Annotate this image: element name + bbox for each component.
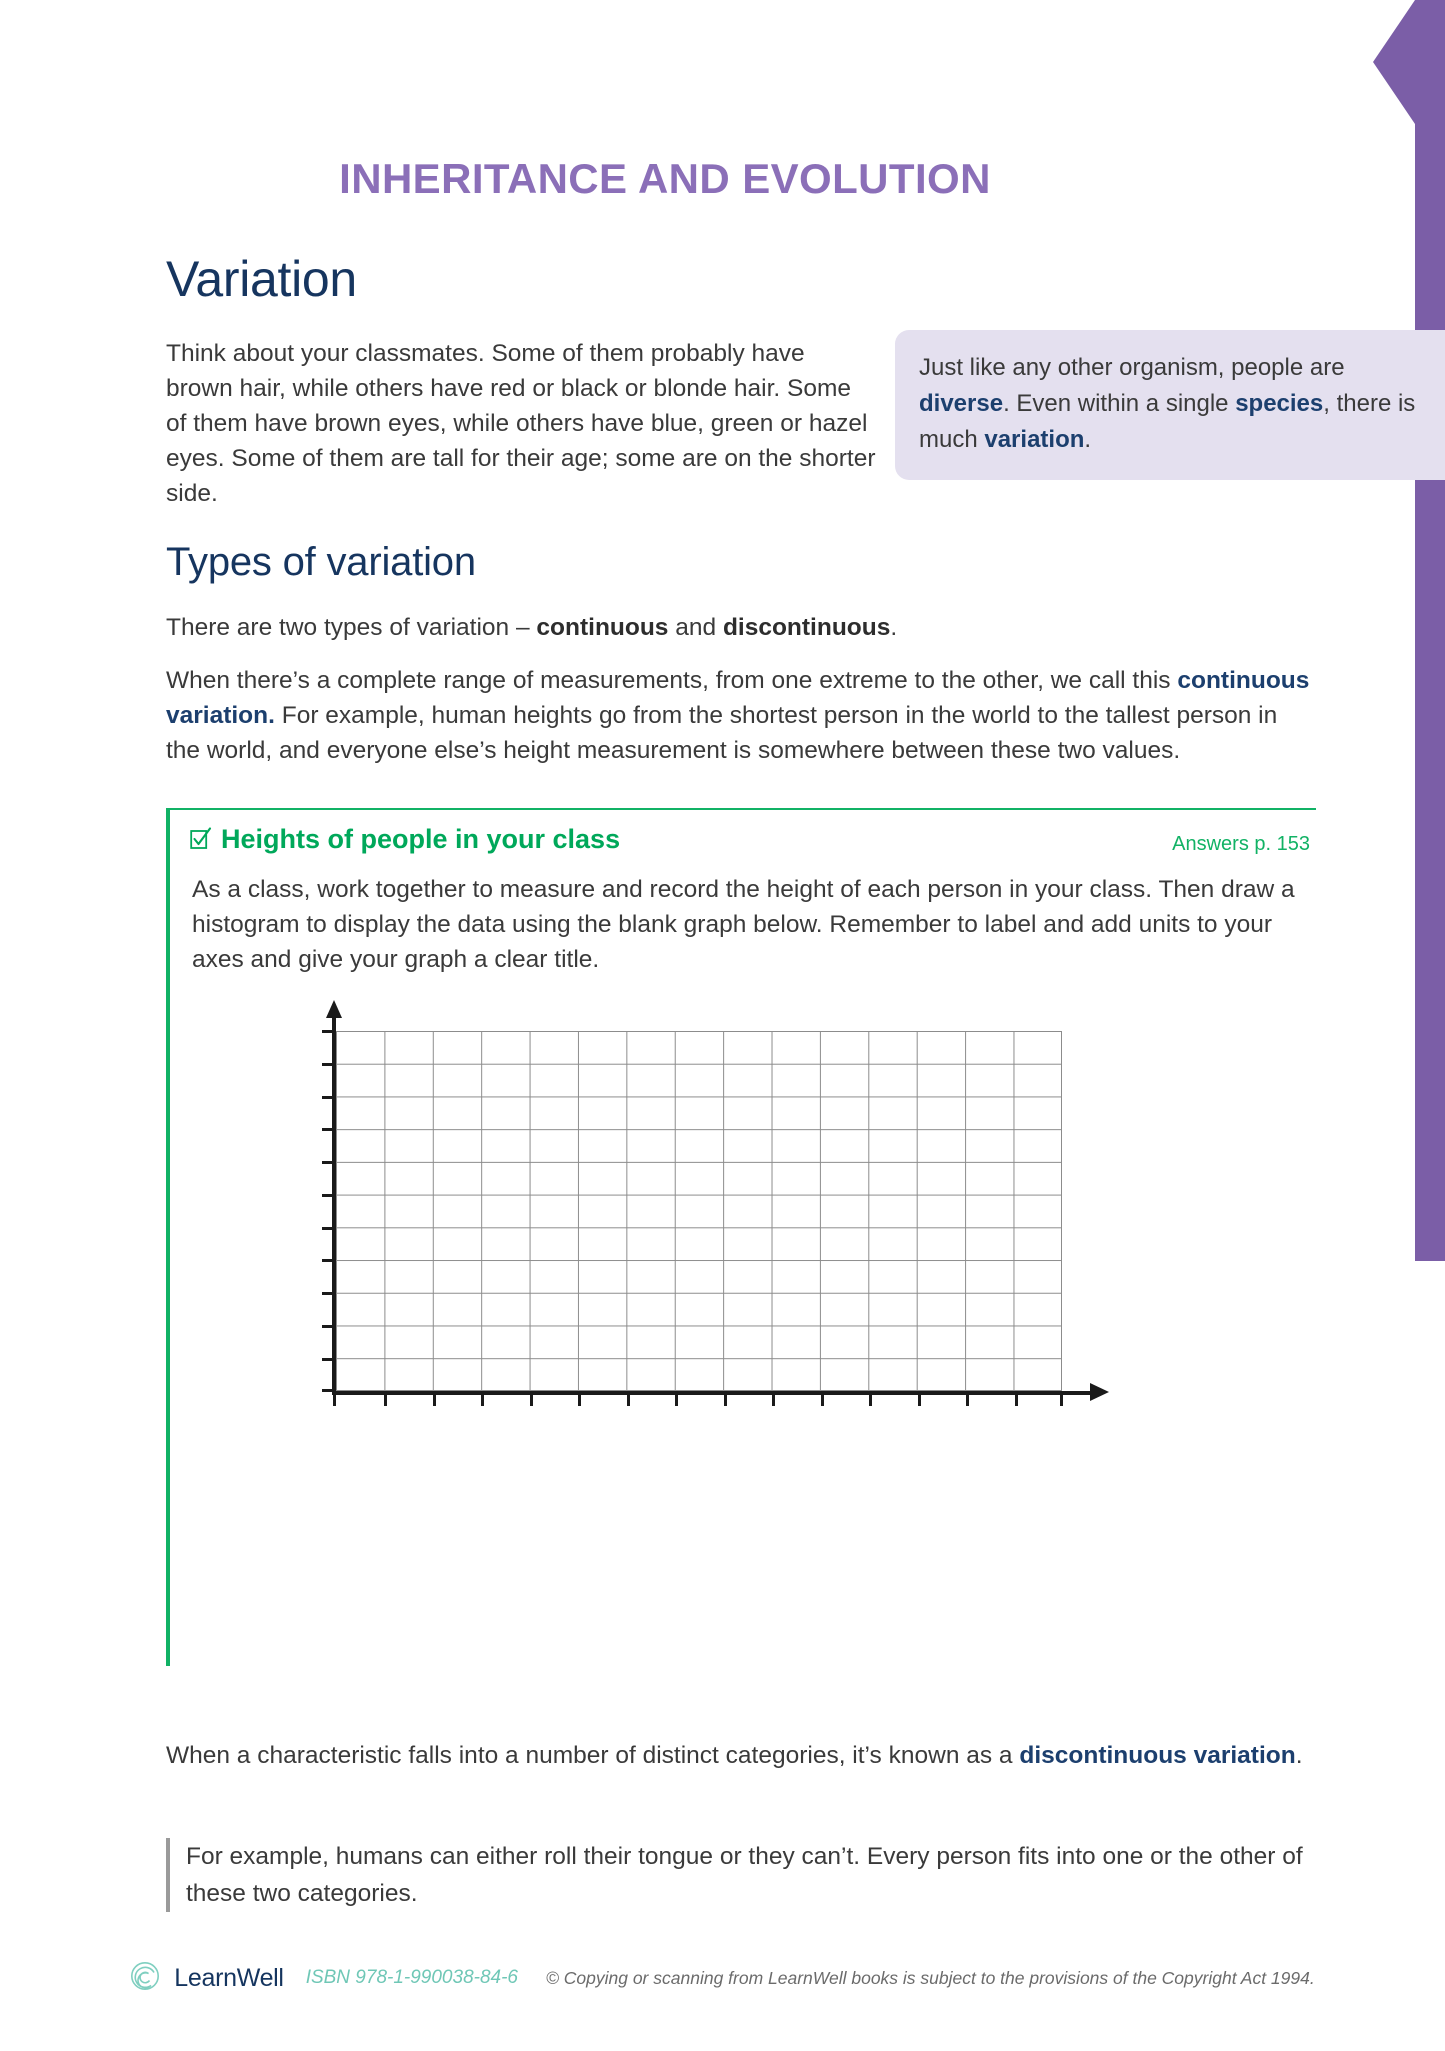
x-axis-tick <box>627 1395 630 1406</box>
x-axis-tick <box>772 1395 775 1406</box>
activity-title-row <box>190 824 620 857</box>
discontinuous-paragraph <box>166 1738 1316 1773</box>
x-axis-tick <box>869 1395 872 1406</box>
types-p1-text-3: . <box>890 614 898 641</box>
x-axis-tick <box>384 1395 387 1406</box>
y-axis-tick <box>322 1358 333 1361</box>
y-axis-tick <box>322 1096 333 1099</box>
types-paragraph-1 <box>166 610 1316 645</box>
side-tab-notch-icon <box>1373 0 1415 124</box>
x-axis-tick <box>433 1395 436 1406</box>
y-axis-tick <box>322 1292 333 1295</box>
page-footer <box>0 1958 1445 1998</box>
y-axis-arrow-icon <box>326 1000 342 1018</box>
activity-instructions: As a class, work together to measure and record the height of each person in your class. Then draw a histogram to display the data using the blank graph below. Remember to label and add units to your axes and give your graph a clear title. <box>192 876 1295 973</box>
chapter-side-tab <box>1415 0 1445 1261</box>
graph-y-axis <box>332 1015 336 1395</box>
answers-page-reference: Answers p. 153 <box>1172 833 1310 855</box>
y-axis-tick <box>322 1128 333 1131</box>
types-paragraph-2 <box>166 663 1316 768</box>
x-axis-tick <box>578 1395 581 1406</box>
callout-text-4: . <box>1084 426 1092 453</box>
callout-text-3: , there is much <box>919 390 1416 453</box>
types-p2-bold-continuous-variation: continuous variation. <box>166 667 1310 729</box>
example-quote-text: For example, humans can either roll their tongue or they can’t. Every person fits into one or the other of these two categories. <box>186 1843 1303 1907</box>
types-p2-text-2: For example, human heights go from the shortest person in the world to the tallest person in the world, and everyone else’s height measurement is somewhere between these two values. <box>166 702 1278 764</box>
footer-content <box>130 1961 1314 1996</box>
x-axis-tick <box>918 1395 921 1406</box>
callout-text-1: Just like any other organism, people are <box>919 354 1345 381</box>
intro-paragraph: Think about your classmates. Some of them probably have brown hair, while others have red or black or blonde hair. Some of them have brown eyes, while others have blue, green or hazel eyes. Some of them are tall for their age; some are on the shorter side. <box>166 340 876 507</box>
callout-bold-variation: variation <box>984 426 1085 453</box>
example-quote-block <box>166 1838 1316 1912</box>
disc-text-1: When a characteristic falls into a number of distinct categories, it’s known as a <box>166 1742 1020 1769</box>
blank-histogram-graph <box>300 1015 1060 1435</box>
types-p1-bold-continuous: continuous <box>536 614 669 641</box>
y-axis-tick <box>322 1161 333 1164</box>
page-title: Variation <box>166 251 357 307</box>
graph-grid <box>336 1031 1062 1391</box>
disc-text-2: . <box>1295 1742 1303 1769</box>
x-axis-arrow-icon <box>1090 1383 1109 1401</box>
y-axis-tick <box>322 1063 333 1066</box>
types-p1-bold-discontinuous: discontinuous <box>722 614 891 641</box>
x-axis-tick <box>530 1395 533 1406</box>
types-p1-text-1: There are two types of variation – <box>166 614 537 641</box>
isbn-text: ISBN 978-1-990038-84-6 <box>305 1967 518 1988</box>
copyright-notice: © Copying or scanning from LearnWell books is subject to the provisions of the Copyright Act 1994. <box>546 1967 1315 1988</box>
types-p1-text-2: and <box>668 614 723 641</box>
y-axis-tick <box>322 1325 333 1328</box>
types-p2-text-1: When there’s a complete range of measurements, from one extreme to the other, we call this <box>166 667 1178 694</box>
subsection-title: Types of variation <box>166 540 476 584</box>
x-axis-tick <box>1060 1395 1063 1406</box>
x-axis-tick <box>333 1395 336 1406</box>
callout-text <box>919 350 1421 458</box>
activity-title-label: Heights of people in your class <box>221 824 621 854</box>
callout-box <box>895 330 1445 480</box>
graph-x-axis <box>332 1391 1092 1395</box>
x-axis-tick <box>966 1395 969 1406</box>
x-axis-tick <box>724 1395 727 1406</box>
activity-header <box>170 810 1316 856</box>
x-axis-tick <box>1015 1395 1018 1406</box>
disc-bold-discontinuous-variation: discontinuous variation <box>1019 1742 1296 1769</box>
x-axis-tick <box>675 1395 678 1406</box>
y-axis-tick <box>322 1259 333 1262</box>
callout-text-2: . Even within a single <box>1003 390 1236 417</box>
x-axis-tick <box>821 1395 824 1406</box>
y-axis-tick <box>322 1389 333 1392</box>
spiral-logo-icon <box>130 1961 160 1996</box>
brand-name: LearnWell <box>174 1963 284 1992</box>
callout-bold-species: species <box>1235 390 1324 417</box>
checkbox-checked-icon <box>190 826 212 857</box>
callout-bold-diverse: diverse <box>919 390 1004 417</box>
chapter-title: INHERITANCE AND EVOLUTION <box>339 155 991 202</box>
y-axis-tick <box>322 1227 333 1230</box>
activity-box <box>166 808 1316 1666</box>
x-axis-tick <box>481 1395 484 1406</box>
y-axis-tick <box>322 1194 333 1197</box>
y-axis-tick <box>322 1030 333 1033</box>
